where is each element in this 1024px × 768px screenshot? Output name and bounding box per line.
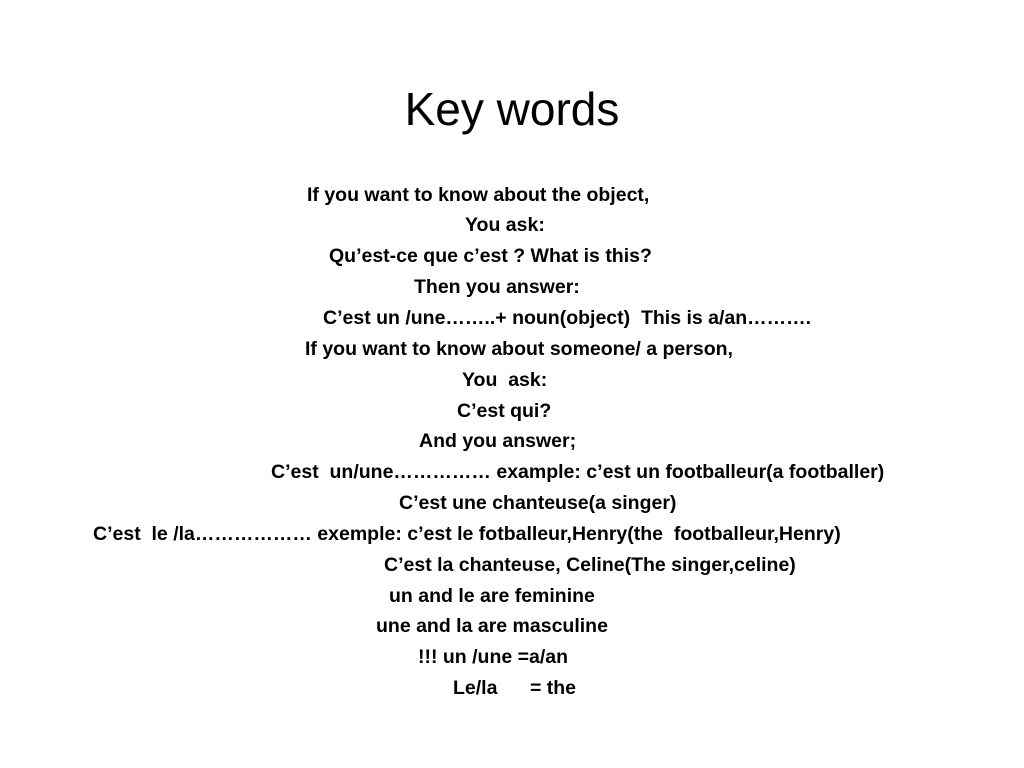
body-line: Le/la = the (453, 677, 576, 699)
body-line: Then you answer: (414, 276, 580, 298)
body-line: C’est une chanteuse(a singer) (399, 492, 677, 514)
body-line: C’est le /la……………… exemple: c’est le fotballeur,Henry(the footballeur,Henry) (93, 523, 841, 545)
slide-title: Key words (404, 83, 620, 135)
body-line: C’est qui? (457, 400, 552, 422)
body-line: C’est un /une……..+ noun(object) This is a/an………. (323, 307, 812, 329)
body-line: un and le are feminine (389, 585, 595, 607)
body-line: C’est un/une…………… example: c’est un footballeur(a footballer) (271, 461, 885, 483)
body-line: Qu’est-ce que c’est ? What is this? (329, 245, 652, 267)
body-line: And you answer; (419, 430, 577, 452)
body-line: !!! un /une =a/an (418, 646, 569, 668)
body-line: une and la are masculine (376, 615, 608, 637)
body-line: C’est la chanteuse, Celine(The singer,celine) (384, 554, 796, 576)
body-line: You ask: (465, 214, 545, 236)
body-line: If you want to know about the object, (307, 184, 650, 206)
body-line: You ask: (462, 369, 548, 391)
body-line: If you want to know about someone/ a person, (305, 338, 733, 360)
